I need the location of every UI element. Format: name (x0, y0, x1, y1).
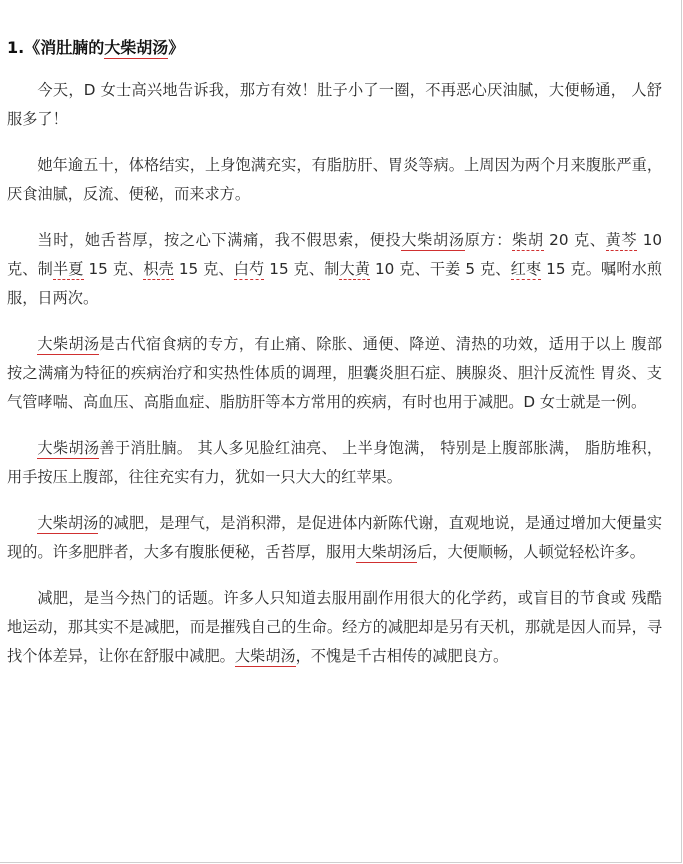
paragraph-3-text: 10 克、制 (7, 231, 663, 278)
paragraph-3-text: 15 克。嘱咐水煎服，日两次。 (7, 260, 663, 307)
paragraph-3-text: 20 克、 (543, 231, 606, 249)
title-suffix: 》 (168, 38, 185, 57)
paragraph-1-text: 今天，D 女士高兴地告诉我，那方有效！肚子小了一圈，不再恶心厌油腻，大便畅通， 人舒服多了！ (7, 81, 662, 128)
paragraph-7-text: ，不愧是千古相传的减肥良方。 (295, 647, 509, 665)
paragraph-7 (7, 584, 662, 671)
paragraph-4-text: 是古代宿食病的专方，有止痛、除胀、通便、降逆、清热的功效，适用于以上 腹部按之满痛为特征的疾病治疗和实热性体质的调理，胆囊炎胆石症、胰腺炎、胆汁反流性 胃炎、支气管哮喘、高血压、高脂血症、脂肪肝等本方常用的疾病，有时也用于减肥。D 女士就是一例。 (7, 335, 663, 411)
paragraph-5 (7, 434, 662, 492)
title-keyword-link[interactable]: 大柴胡汤 (104, 38, 169, 57)
paragraph-3-text: 15 克、 (173, 260, 234, 278)
paragraph-3 (7, 226, 662, 313)
keyword-link-dachaihu[interactable]: 大柴胡汤 (37, 514, 99, 532)
paragraph-6-text: 的减肥，是理气，是消积滞，是促进体内新陈代谢，直观地说，是通过增加大便量实现的。许多肥胖者，大多有腹胀便秘，舌苔厚，服用 (7, 514, 663, 561)
paragraph-3-text: 15 克、 (83, 260, 144, 278)
herb-link-huangqin[interactable]: 黄芩 (605, 231, 638, 249)
herb-link-banxia[interactable]: 半夏 (52, 260, 84, 278)
paragraph-6-text: 后，大便顺畅，人顿觉轻松许多。 (417, 543, 645, 561)
keyword-link-dachaihu[interactable]: 大柴胡汤 (37, 439, 100, 457)
paragraph-7-text: 减肥，是当今热门的话题。许多人只知道去服用副作用很大的化学药，或盲目的节食或 残酷地运动，那其实不是减肥，而是摧残自己的生命。经方的减肥却是另有天机，那就是因人而异，寻找个体差异，让你在舒服中减肥。 (7, 589, 662, 665)
paragraph-4 (7, 330, 662, 417)
paragraph-3-text: 原方： (464, 231, 513, 249)
keyword-link-dachaihu[interactable]: 大柴胡汤 (356, 543, 418, 561)
herb-link-chaihu[interactable]: 柴胡 (512, 231, 544, 249)
paragraph-5-text: 善于消肚腩。 其人多见脸红油亮、 上半身饱满， 特别是上腹部胀满， 脂肪堆积， 用手按压上腹部，往往充实有力，犹如一只大大的红苹果。 (7, 439, 663, 486)
paragraph-3-text: 当时，她舌苔厚，按之心下满痛，我不假思索，便投 (37, 231, 402, 249)
keyword-link-dachaihu[interactable]: 大柴胡汤 (37, 335, 100, 353)
paragraph-1 (7, 76, 662, 134)
article-title (7, 34, 662, 62)
paragraph-2 (7, 151, 662, 209)
article-body (7, 34, 662, 688)
paragraph-3-text: 15 克、制 (264, 260, 340, 278)
herb-link-baishao[interactable]: 白芍 (233, 260, 265, 278)
keyword-link-dachaihu[interactable]: 大柴胡汤 (401, 231, 465, 249)
paragraph-2-text: 她年逾五十，体格结实，上身饱满充实，有脂肪肝、胃炎等病。上周因为两个月来腹胀严重，厌食油腻，反流、便秘，而来求方。 (7, 156, 662, 203)
paragraph-3-text: 10 克、干姜 5 克、 (370, 260, 511, 278)
title-prefix: 1.《消肚腩的 (7, 38, 105, 57)
herb-link-zhiqiao[interactable]: 枳壳 (143, 260, 174, 278)
herb-link-hongzao[interactable]: 红枣 (510, 260, 542, 278)
herb-link-dahuang[interactable]: 大黄 (339, 260, 371, 278)
keyword-link-dachaihu[interactable]: 大柴胡汤 (234, 647, 296, 665)
paragraph-6 (7, 509, 662, 567)
